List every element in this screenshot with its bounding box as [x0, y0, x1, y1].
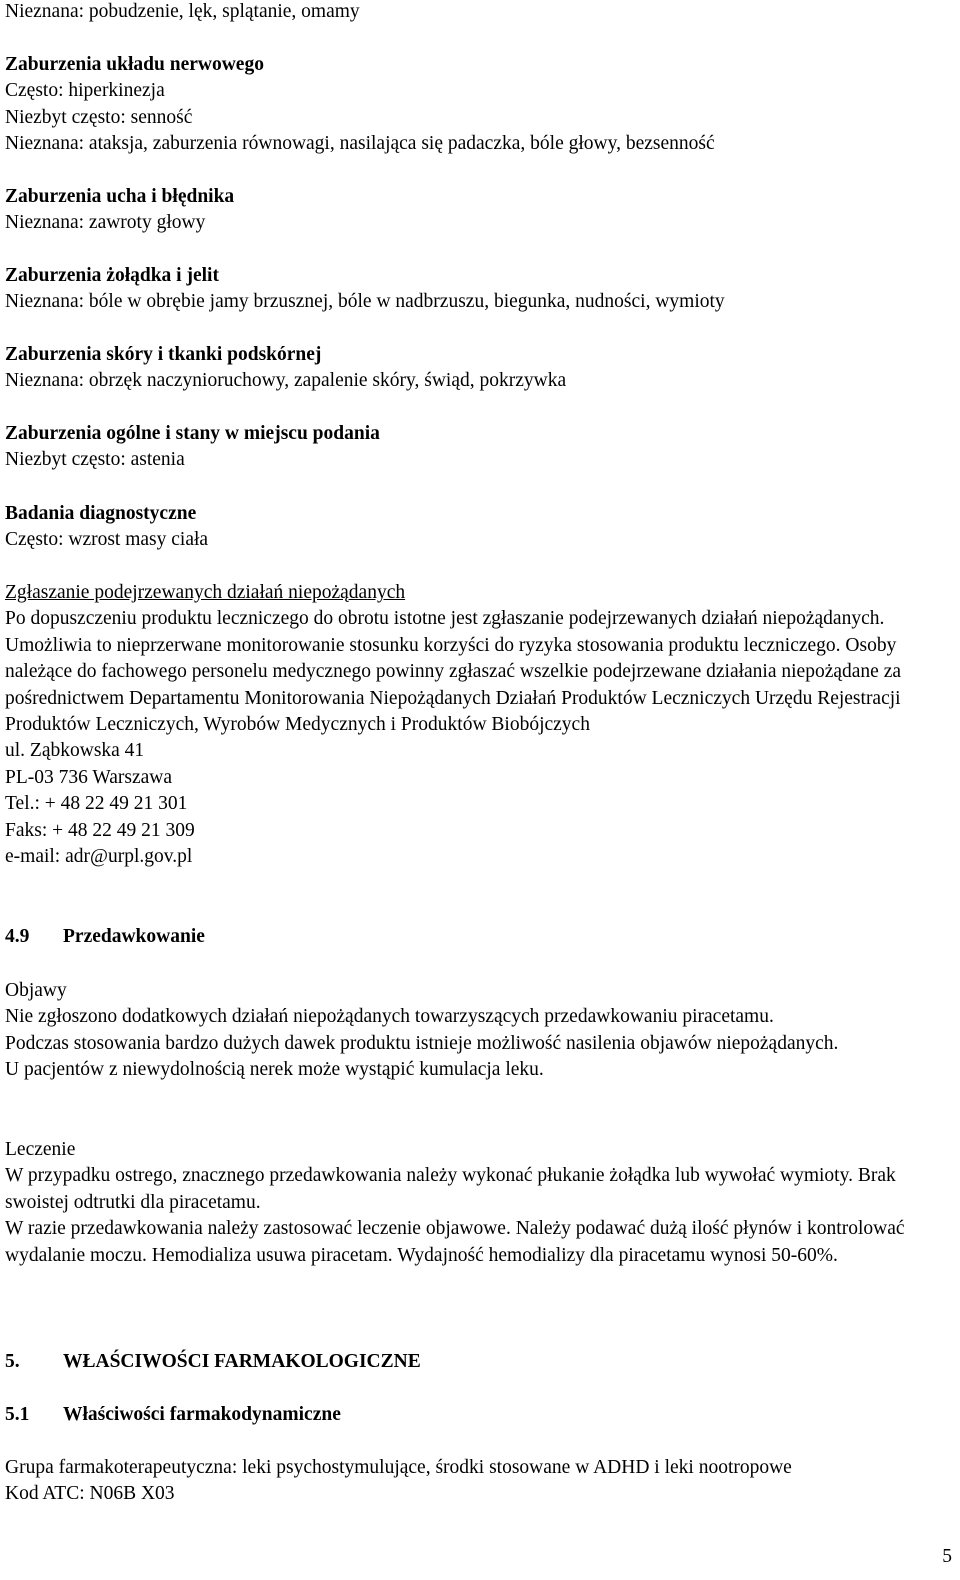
reporting-paragraph: Po dopuszczeniu produktu leczniczego do obrotu istotne jest zgłaszanie podejrzewanych działań niepożądanych. Umożliwia to nieprzerwane monitorowanie stosunku korzyści do ryzyka stosowania produktu leczniczego. Osoby należące do fachowego personelu medycznego powinny zgłaszać wszelkie podejrzewane działania niepożądane za pośrednictwem Departamentu Monitorowania Niepożądanych Działań Produktów Leczniczych Urzędu Rejestracji Produktów Leczniczych, Wyrobów Medycznych i Produktów Biobójczych — [5, 608, 902, 736]
paragraph: W przypadku ostrego, znacznego przedawkowania należy wykonać płukanie żołądka lub wywołać wymioty. Brak swoistej odtrutki dla piracetamu. — [5, 1165, 896, 1213]
soc-general — [5, 421, 380, 474]
fax-line: Faks: + 48 22 49 21 309 — [5, 819, 195, 841]
section-5-1-heading — [5, 1402, 341, 1428]
section-heading: Zaburzenia żołądka i jelit — [5, 265, 219, 286]
section-heading: Zaburzenia ogólne i stany w miejscu podania — [5, 423, 380, 444]
address-line: PL-03 736 Warszawa — [5, 766, 173, 788]
paragraph: Podczas stosowania bardzo dużych dawek produktu istnieje możliwość nasilenia objawów niepożądanych. — [5, 1032, 839, 1054]
section-heading: Badania diagnostyczne — [5, 503, 197, 524]
soc-investigations — [5, 501, 208, 554]
section-4-9 — [5, 924, 945, 950]
text-line: Nieznana: pobudzenie, lęk, splątanie, omamy — [5, 1, 360, 22]
text-line: Nieznana: ataksja, zaburzenia równowagi, nasilająca się padaczka, bóle głowy, bezsenność — [5, 133, 715, 155]
section-heading: Zaburzenia ucha i błędnika — [5, 186, 235, 207]
text-line: Niezbyt często: astenia — [5, 449, 185, 471]
paragraph: Nie zgłoszono dodatkowych działań niepożądanych towarzyszących przedawkowaniu piracetamu. — [5, 1006, 774, 1028]
section-5-heading — [5, 1349, 421, 1375]
treatment-heading: Leczenie — [5, 1139, 76, 1160]
section-heading: Zaburzenia układu nerwowego — [5, 54, 264, 75]
overdose-treatment — [5, 1137, 940, 1269]
paragraph: U pacjentów z niewydolnością nerek może wystąpić kumulacja leku. — [5, 1059, 544, 1081]
page-number: 5 — [942, 1546, 952, 1567]
soc-nervous — [5, 52, 715, 158]
address-line: ul. Ząbkowska 41 — [5, 740, 145, 762]
section-number: 5. — [5, 1351, 20, 1372]
soc-skin — [5, 342, 566, 395]
text-line: Nieznana: bóle w obrębie jamy brzusznej, bóle w nadbrzuszu, biegunka, nudności, wymioty — [5, 291, 725, 313]
reporting-section — [5, 580, 945, 870]
section-5 — [5, 1349, 421, 1375]
section-title: WŁAŚCIWOŚCI FARMAKOLOGICZNE — [63, 1351, 421, 1372]
pharmacotherapeutic-group — [5, 1455, 792, 1508]
symptoms-heading: Objawy — [5, 980, 67, 1001]
section-title: Przedawkowanie — [63, 926, 205, 947]
section-title: Właściwości farmakodynamiczne — [63, 1404, 341, 1425]
section-4-9-heading — [5, 924, 945, 950]
section-number: 4.9 — [5, 926, 30, 947]
text-line: Nieznana: obrzęk naczynioruchowy, zapalenie skóry, świąd, pokrzywka — [5, 370, 567, 392]
text-line: Często: wzrost masy ciała — [5, 529, 209, 551]
soc-ear — [5, 184, 234, 237]
paragraph: W razie przedawkowania należy zastosować leczenie objawowe. Należy podawać dużą ilość płynów i kontrolować wydalanie moczu. Hemodializa usuwa piracetam. Wydajność hemodializy dla piracetamu wynosi 50-60%. — [5, 1218, 905, 1266]
phone-line: Tel.: + 48 22 49 21 301 — [5, 793, 188, 815]
text-line: Grupa farmakoterapeutyczna: leki psychostymulujące, środki stosowane w ADHD i leki nootropowe — [5, 1457, 792, 1478]
section-5-1 — [5, 1402, 341, 1428]
text-line: Często: hiperkinezja — [5, 80, 165, 102]
soc-continuation — [5, 0, 360, 25]
reporting-title: Zgłaszanie podejrzewanych działań niepożądanych — [5, 582, 406, 603]
overdose-symptoms — [5, 978, 940, 1084]
section-number: 5.1 — [5, 1404, 30, 1425]
text-line: Niezbyt często: senność — [5, 106, 193, 128]
soc-gastro — [5, 263, 725, 316]
email-line: e-mail: adr@urpl.gov.pl — [5, 846, 193, 868]
text-line: Nieznana: zawroty głowy — [5, 212, 206, 234]
atc-code: Kod ATC: N06B X03 — [5, 1483, 175, 1505]
section-heading: Zaburzenia skóry i tkanki podskórnej — [5, 344, 322, 365]
